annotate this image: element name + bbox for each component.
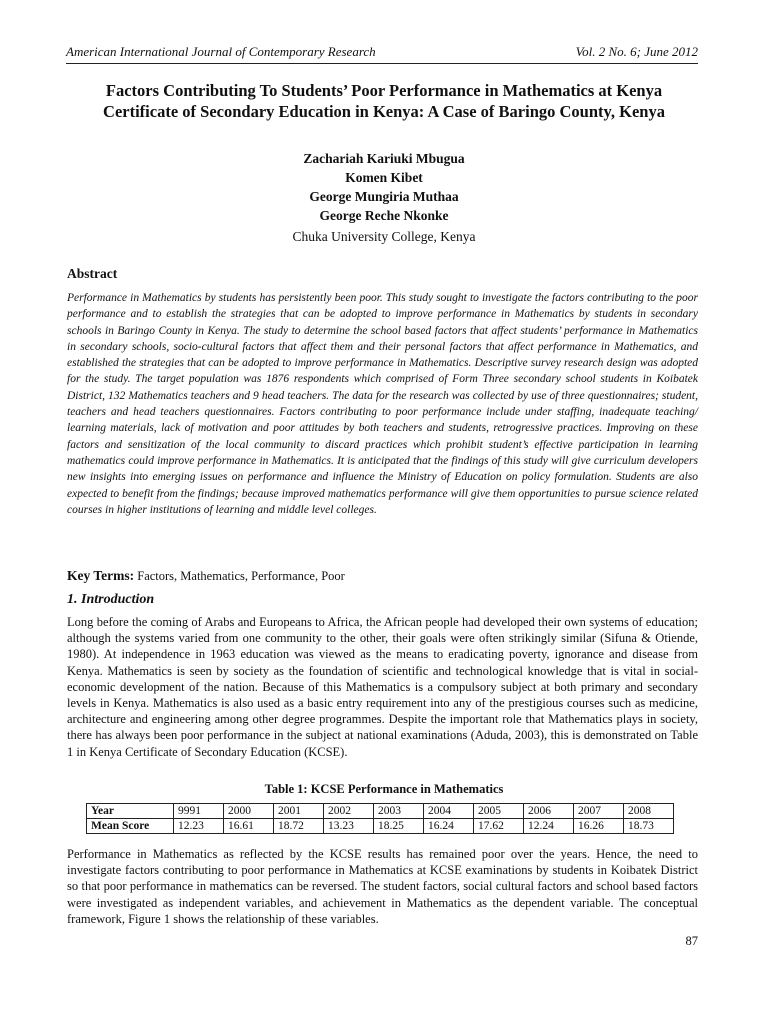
table-cell: 13.23 [324,819,374,834]
table-cell: 2007 [574,804,624,819]
key-terms-label: Key Terms: [67,568,135,583]
table-cell: 2005 [474,804,524,819]
table-cell: 9991 [174,804,224,819]
table-cell: 18.73 [624,819,674,834]
paper-title [60,80,708,122]
abstract-heading: Abstract [67,266,118,281]
table-cell: 12.23 [174,819,224,834]
author-list [0,149,768,225]
table-cell: 18.25 [374,819,424,834]
table-row [87,804,674,819]
key-terms-value: Factors, Mathematics, Performance, Poor [137,569,345,583]
running-header [66,44,698,60]
title-line-2: Certificate of Secondary Education in Kenya: A Case of Baringo County, Kenya [103,102,665,121]
table-caption: Table 1: KCSE Performance in Mathematics [264,782,504,796]
table-cell: 12.24 [524,819,574,834]
table-cell: 17.62 [474,819,524,834]
body-paragraph: Performance in Mathematics as reflected by the KCSE results has remained poor over the years. Hence, the need to investigate factors contributing to poor performance in Mathematics at KCSE examinations by students in Koibatek District so that poor performance in mathematics can be reversed. The student factors, social cultural factors and school based factors were investigated as independent variables, and achievement in Mathematics as the dependent variable. The conceptual framework, Figure 1 shows the relationship of these variables. [67,847,698,926]
body-paragraph: Long before the coming of Arabs and Europeans to Africa, the African people had developed their own systems of education; although the systems varied from one community to the other, their goals were often strikingly similar (Sifuna & Otiende, 1980). At independence in 1963 education was viewed as the means to eradicating poverty, ignorance and disease from Kenya. Mathematics is seen by society as the foundation of scientific and technological knowledge that is vital in social- economic development of the nation. Because of this Mathematics is a compulsory subject at both primary and secondary levels in Kenya. Mathematics is also used as a basic entry requirement into any of the prestigious courses such as medicine, architecture and engineering among other degree programmes. Despite the important role that Mathematics plays in society, there has always been poor performance in the subject at national examinations (Aduda, 2003), this is demonstrated on Table 1 in Kenya Certificate of Secondary Education (KCSE). [67,615,698,759]
table-cell: 2000 [224,804,274,819]
row-header: Mean Score [87,819,174,834]
table-cell: 2002 [324,804,374,819]
table-row [87,819,674,834]
table-cell: 16.61 [224,819,274,834]
kcse-performance-table [86,803,674,834]
author: George Mungiria Muthaa [309,189,459,204]
table-cell: 16.26 [574,819,624,834]
page-number: 87 [685,934,698,948]
abstract-text: Performance in Mathematics by students has persistently been poor. This study sought to investigate the factors contributing to the poor performance and to establish the strategies that can be adopted to improve performance in Mathematics by students in secondary schools in Baringo County in Kenya. The study to determine the school based factors that affect students’ performance in Mathematics in secondary schools, socio-cultural factors that affect them and their personal factors that affect performance in Mathematics, and established the strategies that can be adopted to improve performance in Mathematics. Descriptive survey research design was adopted for the study. The target population was 1876 respondents which comprised of Form Three secondary school students in Koibatek District, 132 Mathematics teachers and 9 head teachers. The data for the research was collected by use of three questionnaires; student, teachers and head teachers questionnaires. Factors contributing to poor performance include under staffing, inadequate teaching/ learning materials, lack of motivation and poor attitudes by both teachers and students, retrogressive practices. Improving on these factors and sensitization of the local community to discard practices which prohibit student’s effective participation in learning mathematics could improve performance in Mathematics. It is anticipated that the findings of this study will give curriculum developers new insights into emerging issues on performance and influence the Ministry of Education on policy formulation. Students are also expected to benefit from the findings; because improved mathematics performance will give them opportunities to pursue science related courses in higher institutions of learning and middle level colleges. [67,292,698,516]
key-terms [67,568,345,584]
author: Zachariah Kariuki Mbugua [303,151,465,166]
issue-info: Vol. 2 No. 6; June 2012 [575,44,698,59]
affiliation: Chuka University College, Kenya [292,229,476,244]
author: Komen Kibet [345,170,423,185]
section-heading-introduction: 1. Introduction [67,592,155,607]
header-divider [66,63,698,64]
journal-name: American International Journal of Contemporary Research [66,44,376,59]
table-cell: 2006 [524,804,574,819]
title-line-1: Factors Contributing To Students’ Poor Performance in Mathematics at Kenya [105,81,663,100]
table-cell: 2001 [274,804,324,819]
table-cell: 2004 [424,804,474,819]
table-cell: 18.72 [274,819,324,834]
table-cell: 16.24 [424,819,474,834]
author: George Reche Nkonke [319,208,449,223]
table-cell: 2008 [624,804,674,819]
row-header: Year [87,804,174,819]
table-cell: 2003 [374,804,424,819]
